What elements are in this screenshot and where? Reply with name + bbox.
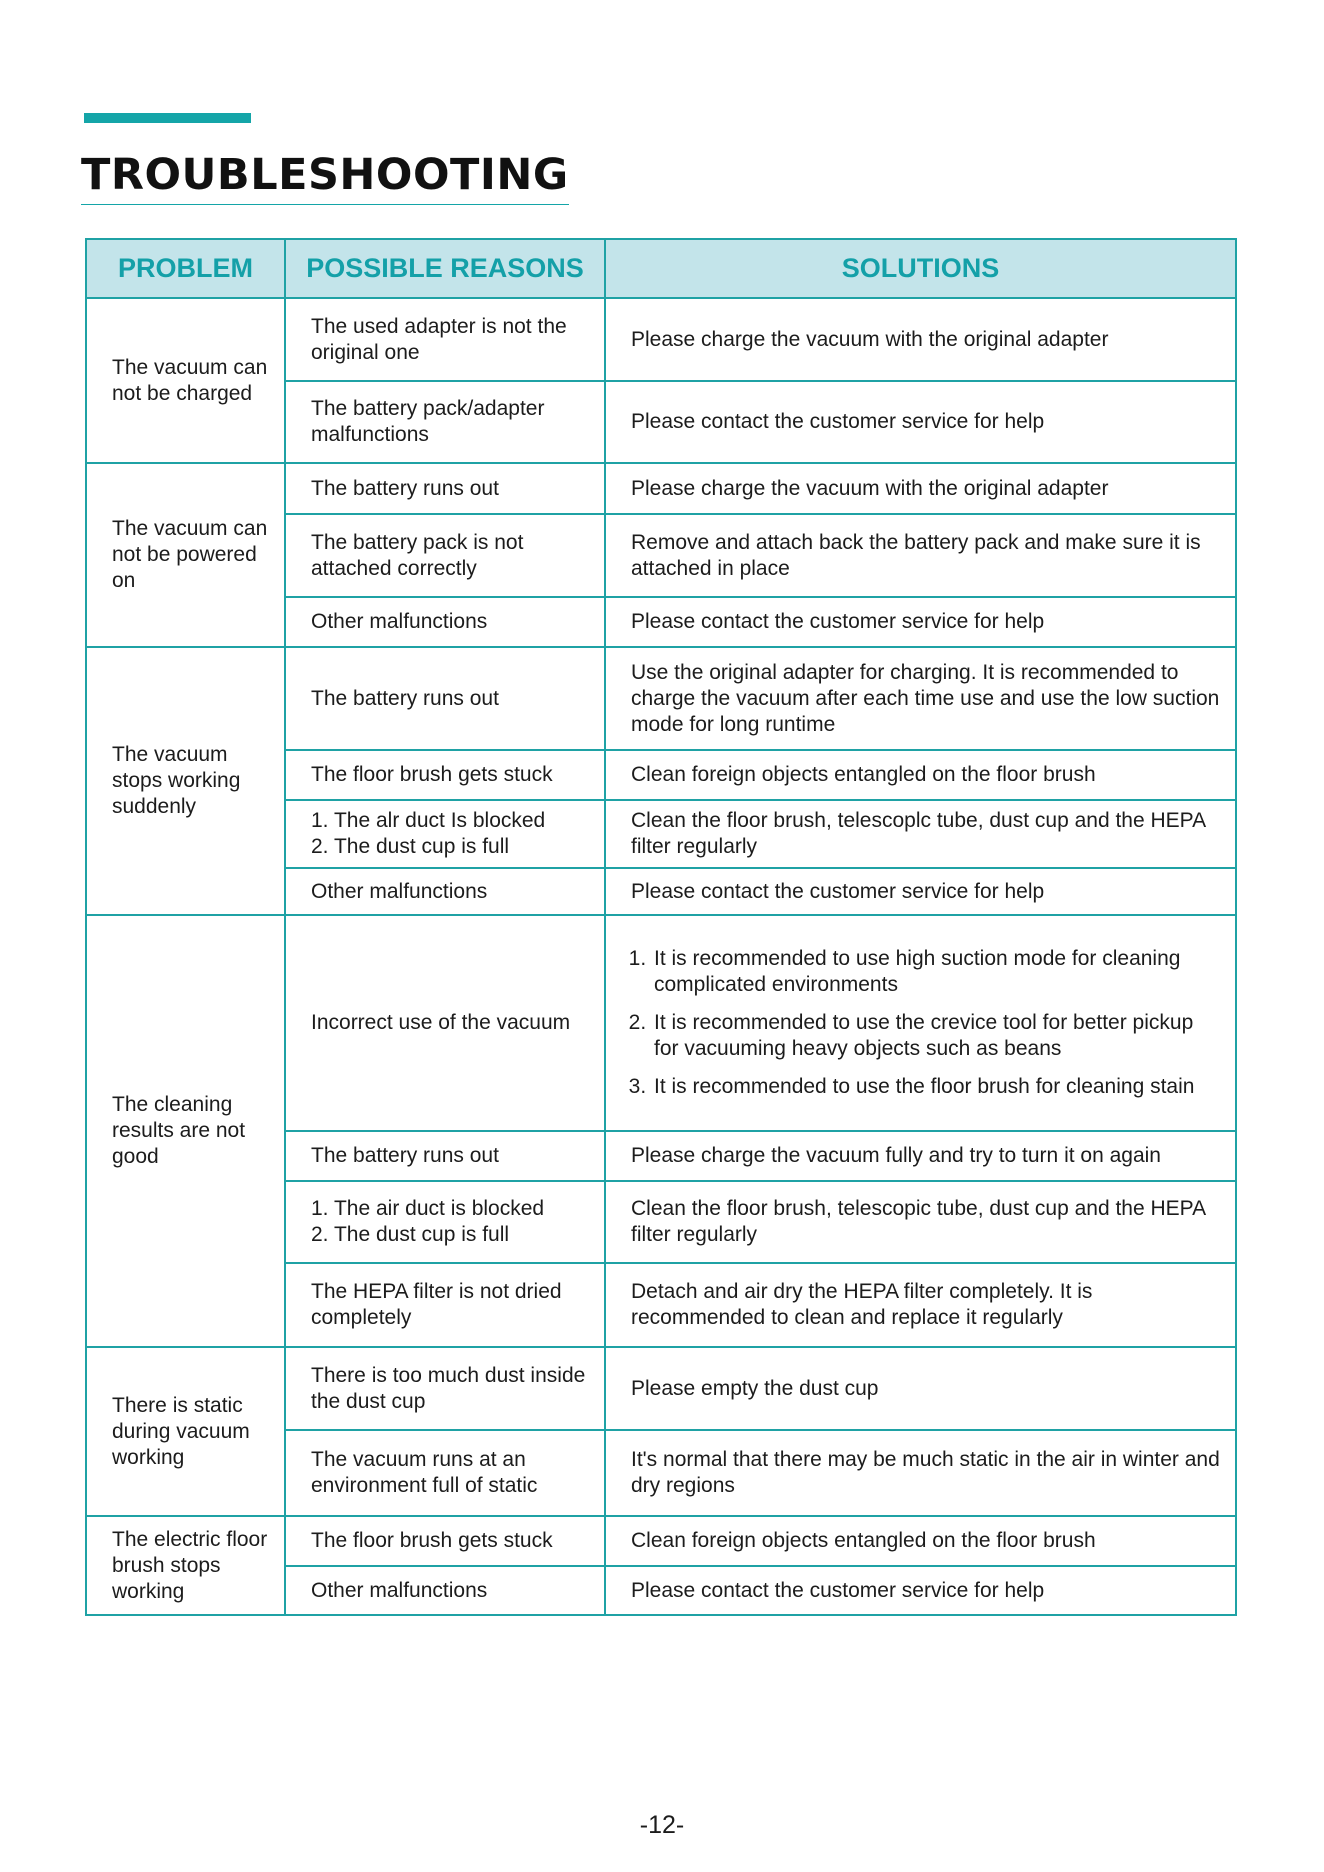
solution-cell: Please charge the vacuum with the original adapter (605, 463, 1236, 514)
reason-cell: There is too much dust inside the dust cup (285, 1347, 605, 1430)
header-possible-reasons: POSSIBLE REASONS (285, 239, 605, 298)
solution-cell: Please contact the customer service for help (605, 597, 1236, 647)
reason-cell: The used adapter is not the original one (285, 298, 605, 381)
reason-cell: The vacuum runs at an environment full of static (285, 1430, 605, 1516)
table-row (86, 647, 1236, 750)
reason-line: 1. The alr duct Is blocked (311, 809, 546, 832)
reason-cell: The floor brush gets stuck (285, 1516, 605, 1566)
reason-line: 1. The air duct is blocked (311, 1197, 545, 1220)
solution-cell: Please charge the vacuum fully and try to turn it on again (605, 1131, 1236, 1181)
title-accent-bar (84, 113, 251, 123)
solution-cell: Detach and air dry the HEPA filter completely. It is recommended to clean and replace it regularly (605, 1263, 1236, 1347)
reason-cell (285, 800, 605, 868)
problem-cell: The vacuum can not be charged (86, 298, 285, 463)
solution-list (631, 946, 1221, 1100)
reason-cell: Other malfunctions (285, 1566, 605, 1615)
header-problem: PROBLEM (86, 239, 285, 298)
solution-cell: Please contact the customer service for help (605, 381, 1236, 463)
table-header-row (86, 239, 1236, 298)
problem-cell: The electric floor brush stops working (86, 1516, 285, 1615)
problem-cell: The cleaning results are not good (86, 915, 285, 1347)
solution-cell: Clean foreign objects entangled on the floor brush (605, 750, 1236, 800)
reason-cell: The HEPA filter is not dried completely (285, 1263, 605, 1347)
header-solutions: SOLUTIONS (605, 239, 1236, 298)
table-row (86, 915, 1236, 1131)
solution-list-item: 3. It is recommended to use the floor brush for cleaning stain (652, 1074, 1221, 1100)
solution-list-item: 2. It is recommended to use the crevice tool for better pickup for vacuuming heavy objects such as beans (652, 1010, 1221, 1062)
reason-cell: Incorrect use of the vacuum (285, 915, 605, 1131)
reason-cell: Other malfunctions (285, 868, 605, 915)
table-row (86, 1516, 1236, 1566)
table-row (86, 298, 1236, 381)
reason-cell: The battery pack/adapter malfunctions (285, 381, 605, 463)
problem-cell: The vacuum can not be powered on (86, 463, 285, 647)
solution-cell: Remove and attach back the battery pack and make sure it is attached in place (605, 514, 1236, 597)
reason-cell: The battery runs out (285, 647, 605, 750)
solution-cell: Please contact the customer service for help (605, 868, 1236, 915)
solution-cell (605, 915, 1236, 1131)
reason-cell: The floor brush gets stuck (285, 750, 605, 800)
solution-cell: Please empty the dust cup (605, 1347, 1236, 1430)
page-title: TROUBLESHOOTING (81, 150, 569, 205)
solution-cell: Use the original adapter for charging. It is recommended to charge the vacuum after each time use and use the low suction mode for long runtime (605, 647, 1236, 750)
solution-cell: Please contact the customer service for help (605, 1566, 1236, 1615)
table-row (86, 1347, 1236, 1430)
solution-list-item: 1. It is recommended to use high suction mode for cleaning complicated environments (652, 946, 1221, 998)
reason-cell: The battery runs out (285, 463, 605, 514)
solution-cell: It's normal that there may be much static in the air in winter and dry regions (605, 1430, 1236, 1516)
problem-cell: There is static during vacuum working (86, 1347, 285, 1516)
reason-cell (285, 1181, 605, 1263)
reason-cell: Other malfunctions (285, 597, 605, 647)
solution-cell: Clean the floor brush, telescopic tube, dust cup and the HEPA filter regularly (605, 1181, 1236, 1263)
problem-cell: The vacuum stops working suddenly (86, 647, 285, 915)
reason-cell: The battery pack is not attached correctly (285, 514, 605, 597)
troubleshooting-table (85, 238, 1237, 1616)
table-row (86, 463, 1236, 514)
reason-line: 2. The dust cup is full (311, 835, 510, 858)
reason-line: 2. The dust cup is full (311, 1223, 510, 1246)
solution-cell: Clean foreign objects entangled on the floor brush (605, 1516, 1236, 1566)
solution-cell: Please charge the vacuum with the original adapter (605, 298, 1236, 381)
reason-cell: The battery runs out (285, 1131, 605, 1181)
solution-cell: Clean the floor brush, telescoplc tube, dust cup and the HEPA filter regularly (605, 800, 1236, 868)
page-number: -12- (639, 1811, 685, 1839)
